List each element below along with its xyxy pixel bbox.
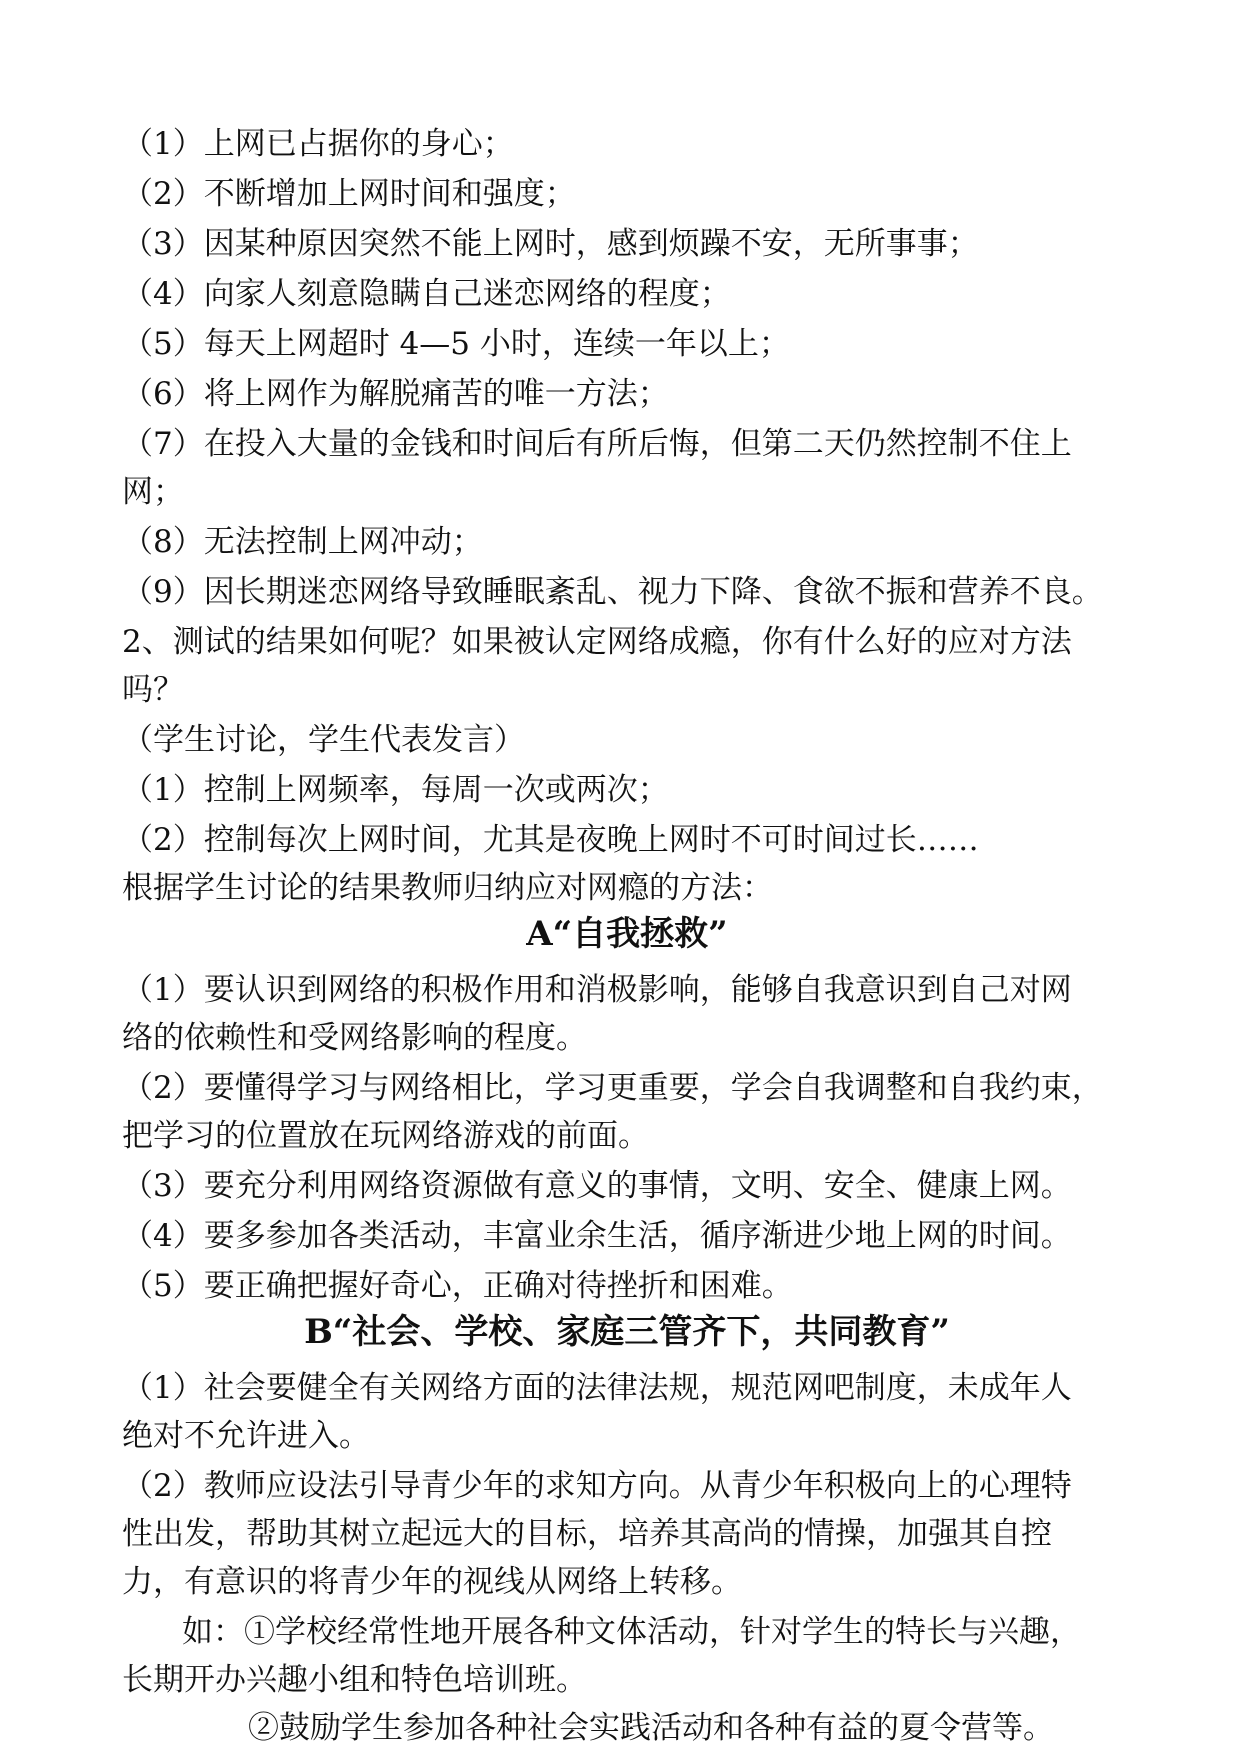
self-rescue-2: （2）要懂得学习与网络相比，学习更重要，学会自我调整和自我约束，: [122, 1070, 1103, 1106]
self-rescue-1-cont: 络的依赖性和受网络影响的程度。: [122, 1020, 587, 1056]
teacher-summary-intro: 根据学生讨论的结果教师归纳应对网瘾的方法：: [122, 870, 773, 906]
criterion-4: （4）向家人刻意隐瞒自己迷恋网络的程度；: [122, 276, 731, 312]
self-rescue-2-cont: 把学习的位置放在玩网络游戏的前面。: [122, 1118, 649, 1154]
teacher-2-cont-1: 性出发，帮助其树立起远大的目标，培养其高尚的情操，加强其自控: [122, 1516, 1052, 1552]
question-2: 2、测试的结果如何呢？如果被认定网络成瘾，你有什么好的应对方法: [122, 624, 1072, 660]
society-1-cont: 绝对不允许进入。: [122, 1418, 370, 1454]
example-1-cont: 长期开办兴趣小组和特色培训班。: [122, 1662, 587, 1698]
self-rescue-4: （4）要多参加各类活动，丰富业余生活，循序渐进少地上网的时间。: [122, 1218, 1072, 1254]
criterion-7: （7）在投入大量的金钱和时间后有所后悔，但第二天仍然控制不住上: [122, 426, 1072, 462]
section-a-heading: A“自我拯救”: [526, 914, 728, 954]
criterion-9: （9）因长期迷恋网络导致睡眠紊乱、视力下降、食欲不振和营养不良。: [122, 574, 1103, 610]
criterion-7-cont: 网；: [122, 474, 184, 510]
self-rescue-5: （5）要正确把握好奇心，正确对待挫折和困难。: [122, 1268, 793, 1304]
teacher-2-cont-2: 力，有意识的将青少年的视线从网络上转移。: [122, 1564, 742, 1600]
criterion-1: （1）上网已占据你的身心；: [122, 126, 514, 162]
criterion-3: （3）因某种原因突然不能上网时，感到烦躁不安，无所事事；: [122, 226, 979, 262]
discussion-note: （学生讨论，学生代表发言）: [122, 722, 525, 758]
example-1: 如：①学校经常性地开展各种文体活动，针对学生的特长与兴趣，: [182, 1614, 1081, 1650]
self-rescue-3: （3）要充分利用网络资源做有意义的事情，文明、安全、健康上网。: [122, 1168, 1072, 1204]
answer-1: （1）控制上网频率，每周一次或两次；: [122, 772, 669, 808]
criterion-2: （2）不断增加上网时间和强度；: [122, 176, 576, 212]
teacher-2: （2）教师应设法引导青少年的求知方向。从青少年积极向上的心理特: [122, 1468, 1072, 1504]
criterion-6: （6）将上网作为解脱痛苦的唯一方法；: [122, 376, 669, 412]
section-b-heading: B“社会、学校、家庭三管齐下，共同教育”: [304, 1312, 950, 1352]
criterion-8: （8）无法控制上网冲动；: [122, 524, 483, 560]
example-2: ②鼓励学生参加各种社会实践活动和各种有益的夏令营等。: [248, 1710, 1054, 1746]
criterion-5: （5）每天上网超时 4—5 小时，连续一年以上；: [122, 326, 790, 362]
question-2-cont: 吗？: [122, 672, 184, 708]
society-1: （1）社会要健全有关网络方面的法律法规，规范网吧制度，未成年人: [122, 1370, 1072, 1406]
answer-2: （2）控制每次上网时间，尤其是夜晚上网时不可时间过长……: [122, 822, 979, 858]
self-rescue-1: （1）要认识到网络的积极作用和消极影响，能够自我意识到自己对网: [122, 972, 1072, 1008]
